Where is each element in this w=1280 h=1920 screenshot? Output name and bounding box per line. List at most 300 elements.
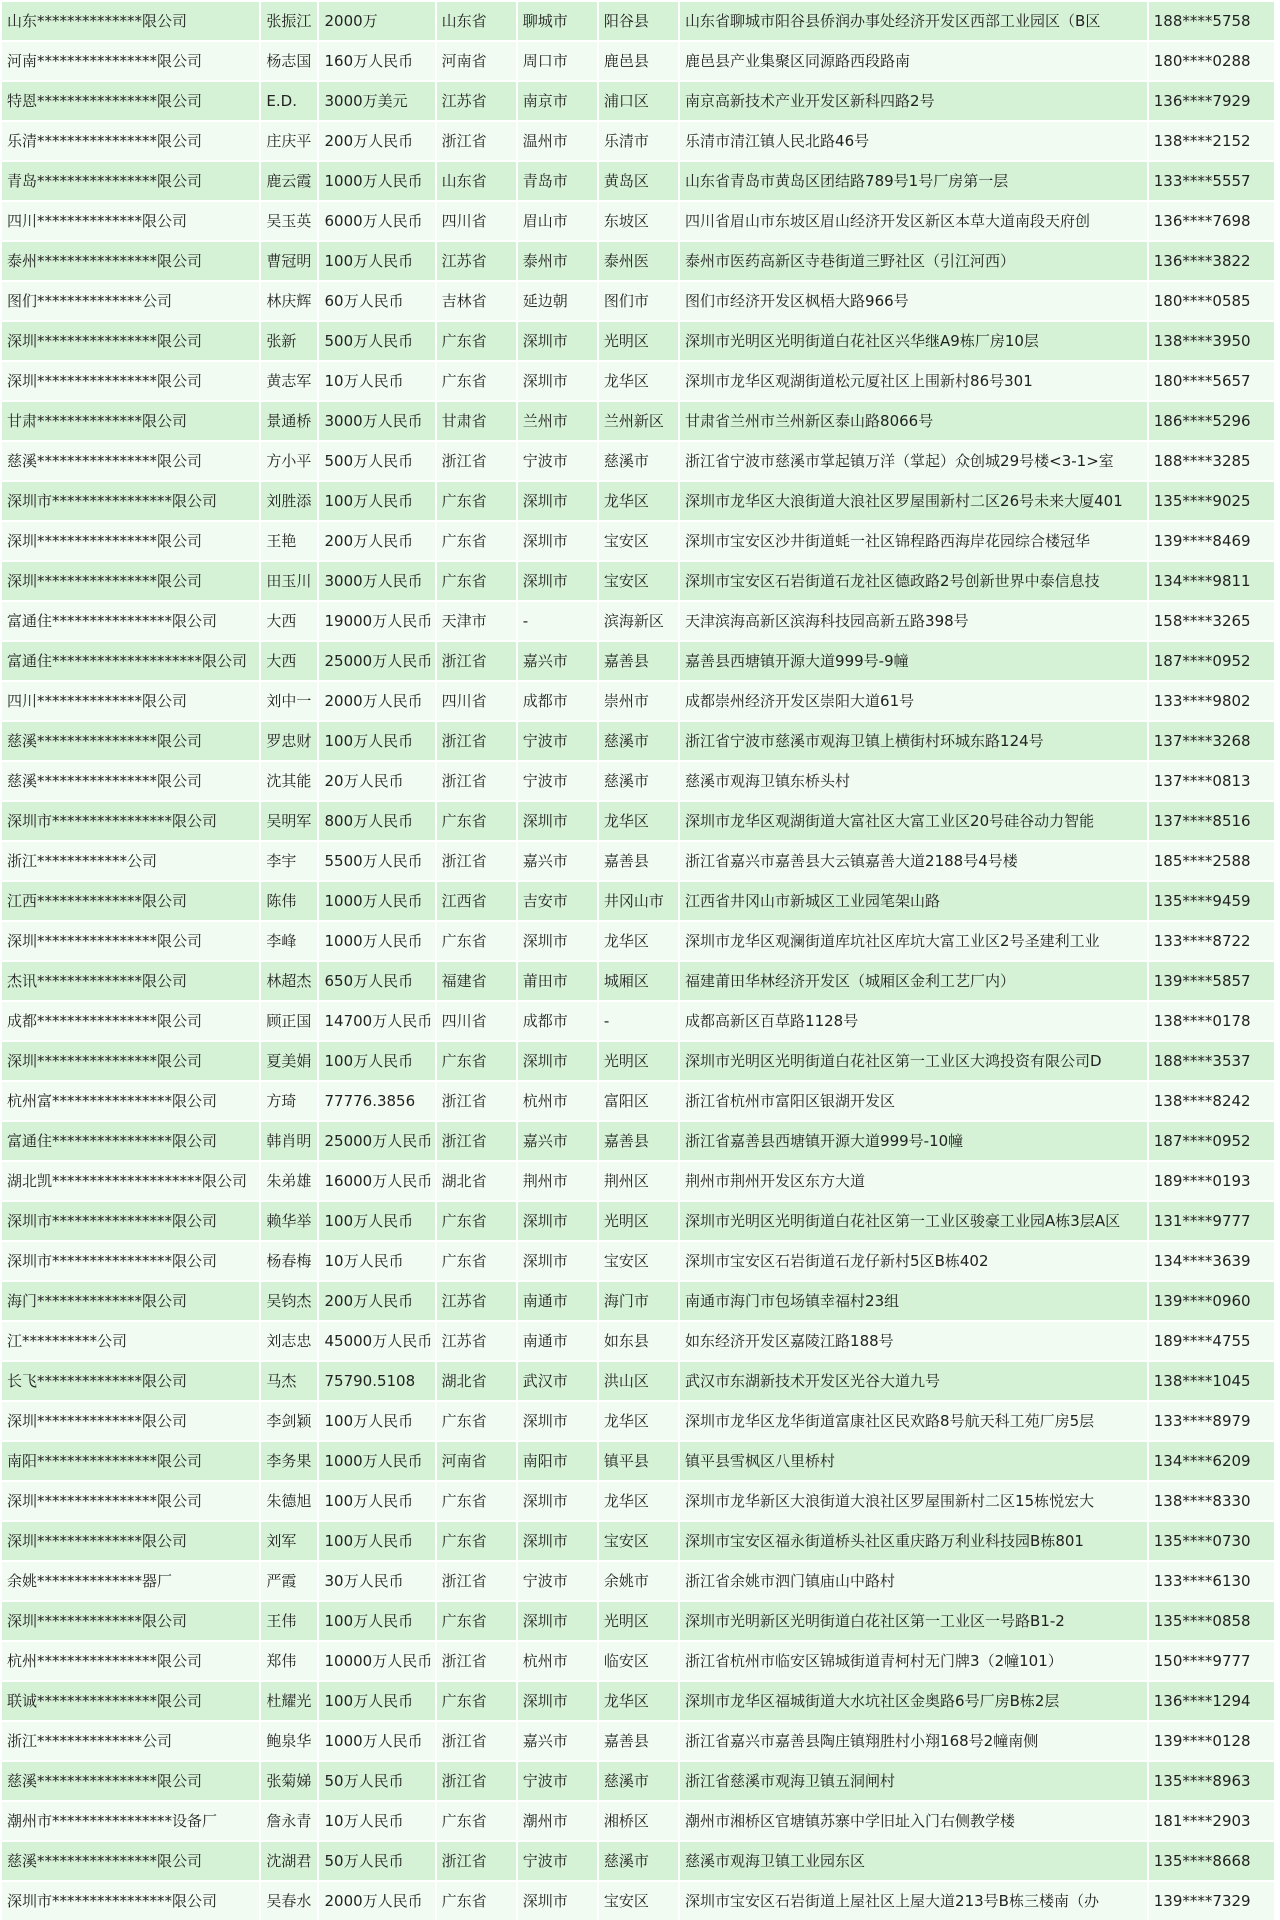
- address-cell: 福建莆田华林经济开发区（城厢区金利工艺厂内）: [680, 962, 1147, 1000]
- registered-capital-cell: 100万人民币: [319, 1402, 434, 1440]
- company-name-cell: 河南****************限公司: [2, 42, 259, 80]
- district-cell: 嘉善县: [599, 842, 678, 880]
- district-cell: 宝安区: [599, 1522, 678, 1560]
- registered-capital-cell: 25000万人民币: [319, 642, 434, 680]
- phone-cell: 180****0585: [1149, 282, 1274, 320]
- province-cell: 江苏省: [437, 1282, 516, 1320]
- address-cell: 镇平县雪枫区八里桥村: [680, 1442, 1147, 1480]
- company-name-cell: 深圳**************限公司: [2, 1602, 259, 1640]
- district-cell: 光明区: [599, 322, 678, 360]
- address-cell: 成都高新区百草路1128号: [680, 1002, 1147, 1040]
- city-cell: 嘉兴市: [518, 642, 597, 680]
- province-cell: 广东省: [437, 562, 516, 600]
- table-row: [2, 42, 1274, 80]
- legal-rep-cell: 田玉川: [261, 562, 317, 600]
- phone-cell: 133****9802: [1149, 682, 1274, 720]
- company-name-cell: 四川**************限公司: [2, 682, 259, 720]
- registered-capital-cell: 50万人民币: [319, 1762, 434, 1800]
- table-row: [2, 1242, 1274, 1280]
- phone-cell: 137****0813: [1149, 762, 1274, 800]
- city-cell: 深圳市: [518, 522, 597, 560]
- legal-rep-cell: 方小平: [261, 442, 317, 480]
- registered-capital-cell: 1000万人民币: [319, 1442, 434, 1480]
- legal-rep-cell: 张振江: [261, 2, 317, 40]
- legal-rep-cell: 刘中一: [261, 682, 317, 720]
- registered-capital-cell: 3000万美元: [319, 82, 434, 120]
- phone-cell: 135****8963: [1149, 1762, 1274, 1800]
- city-cell: 聊城市: [518, 2, 597, 40]
- address-cell: 深圳市宝安区沙井街道蚝一社区锦程路西海岸花园综合楼冠华: [680, 522, 1147, 560]
- table-row: [2, 522, 1274, 560]
- legal-rep-cell: 庄庆平: [261, 122, 317, 160]
- address-cell: 甘肃省兰州市兰州新区泰山路8066号: [680, 402, 1147, 440]
- table-row: [2, 1682, 1274, 1720]
- phone-cell: 139****5857: [1149, 962, 1274, 1000]
- legal-rep-cell: 景通桥: [261, 402, 317, 440]
- legal-rep-cell: 方琦: [261, 1082, 317, 1120]
- company-name-cell: 山东**************限公司: [2, 2, 259, 40]
- company-name-cell: 深圳**************限公司: [2, 1522, 259, 1560]
- address-cell: 深圳市龙华区福城街道大水坑社区金奥路6号厂房B栋2层: [680, 1682, 1147, 1720]
- address-cell: 武汉市东湖新技术开发区光谷大道九号: [680, 1362, 1147, 1400]
- company-name-cell: 浙江************公司: [2, 842, 259, 880]
- city-cell: 杭州市: [518, 1082, 597, 1120]
- city-cell: 深圳市: [518, 1402, 597, 1440]
- province-cell: 山东省: [437, 162, 516, 200]
- city-cell: 兰州市: [518, 402, 597, 440]
- address-cell: 浙江省嘉善县西塘镇开源大道999号-10幢: [680, 1122, 1147, 1160]
- district-cell: 黄岛区: [599, 162, 678, 200]
- registered-capital-cell: 100万人民币: [319, 242, 434, 280]
- address-cell: 嘉善县西塘镇开源大道999号-9幢: [680, 642, 1147, 680]
- company-name-cell: 富通住****************限公司: [2, 602, 259, 640]
- registered-capital-cell: 77776.3856: [319, 1082, 434, 1120]
- city-cell: 深圳市: [518, 1682, 597, 1720]
- city-cell: 延边朝: [518, 282, 597, 320]
- province-cell: 广东省: [437, 1482, 516, 1520]
- phone-cell: 188****3537: [1149, 1042, 1274, 1080]
- province-cell: 湖北省: [437, 1362, 516, 1400]
- address-cell: 如东经济开发区嘉陵江路188号: [680, 1322, 1147, 1360]
- district-cell: 阳谷县: [599, 2, 678, 40]
- phone-cell: 136****7929: [1149, 82, 1274, 120]
- address-cell: 浙江省杭州市富阳区银湖开发区: [680, 1082, 1147, 1120]
- district-cell: 湘桥区: [599, 1802, 678, 1840]
- address-cell: 深圳市光明区光明街道白花社区兴华继A9栋厂房10层: [680, 322, 1147, 360]
- registered-capital-cell: 3000万人民币: [319, 402, 434, 440]
- district-cell: 光明区: [599, 1602, 678, 1640]
- company-name-cell: 杭州富****************限公司: [2, 1082, 259, 1120]
- registered-capital-cell: 1000万人民币: [319, 1722, 434, 1760]
- company-name-cell: 乐清****************限公司: [2, 122, 259, 160]
- company-name-cell: 深圳市****************限公司: [2, 1242, 259, 1280]
- address-cell: 浙江省慈溪市观海卫镇五洞闸村: [680, 1762, 1147, 1800]
- company-name-cell: 深圳市****************限公司: [2, 802, 259, 840]
- table-row: [2, 842, 1274, 880]
- table-row: [2, 1442, 1274, 1480]
- province-cell: 浙江省: [437, 1722, 516, 1760]
- registered-capital-cell: 16000万人民币: [319, 1162, 434, 1200]
- address-cell: 深圳市龙华区大浪街道大浪社区罗屋围新村二区26号未来大厦401: [680, 482, 1147, 520]
- address-cell: 荆州市荆州开发区东方大道: [680, 1162, 1147, 1200]
- city-cell: 成都市: [518, 682, 597, 720]
- province-cell: 江苏省: [437, 82, 516, 120]
- address-cell: 慈溪市观海卫镇工业园东区: [680, 1842, 1147, 1880]
- city-cell: 莆田市: [518, 962, 597, 1000]
- city-cell: 潮州市: [518, 1802, 597, 1840]
- table-row: [2, 562, 1274, 600]
- table-row: [2, 642, 1274, 680]
- registered-capital-cell: 2000万人民币: [319, 1882, 434, 1920]
- company-name-cell: 慈溪****************限公司: [2, 762, 259, 800]
- legal-rep-cell: 严霞: [261, 1562, 317, 1600]
- district-cell: 井冈山市: [599, 882, 678, 920]
- province-cell: 四川省: [437, 1002, 516, 1040]
- district-cell: 龙华区: [599, 1482, 678, 1520]
- district-cell: 镇平县: [599, 1442, 678, 1480]
- company-name-cell: 海门**************限公司: [2, 1282, 259, 1320]
- district-cell: 龙华区: [599, 802, 678, 840]
- city-cell: 武汉市: [518, 1362, 597, 1400]
- province-cell: 湖北省: [437, 1162, 516, 1200]
- phone-cell: 188****5758: [1149, 2, 1274, 40]
- registered-capital-cell: 10万人民币: [319, 1242, 434, 1280]
- province-cell: 浙江省: [437, 442, 516, 480]
- table-row: [2, 602, 1274, 640]
- company-name-cell: 余姚**************器厂: [2, 1562, 259, 1600]
- table-row: [2, 242, 1274, 280]
- phone-cell: 135****0858: [1149, 1602, 1274, 1640]
- legal-rep-cell: 鲍泉华: [261, 1722, 317, 1760]
- phone-cell: 150****9777: [1149, 1642, 1274, 1680]
- legal-rep-cell: 张菊娣: [261, 1762, 317, 1800]
- address-cell: 成都崇州经济开发区崇阳大道61号: [680, 682, 1147, 720]
- legal-rep-cell: 大西: [261, 602, 317, 640]
- address-cell: 浙江省余姚市泗门镇庙山中路村: [680, 1562, 1147, 1600]
- company-name-cell: 深圳**************限公司: [2, 1402, 259, 1440]
- address-cell: 南京高新技术产业开发区新科四路2号: [680, 82, 1147, 120]
- phone-cell: 138****8242: [1149, 1082, 1274, 1120]
- company-name-cell: 特恩****************限公司: [2, 82, 259, 120]
- table-row: [2, 1362, 1274, 1400]
- city-cell: 南阳市: [518, 1442, 597, 1480]
- province-cell: 四川省: [437, 682, 516, 720]
- city-cell: 深圳市: [518, 1242, 597, 1280]
- address-cell: 山东省青岛市黄岛区团结路789号1号厂房第一层: [680, 162, 1147, 200]
- city-cell: 宁波市: [518, 1562, 597, 1600]
- company-name-cell: 南阳****************限公司: [2, 1442, 259, 1480]
- phone-cell: 186****5296: [1149, 402, 1274, 440]
- legal-rep-cell: 王艳: [261, 522, 317, 560]
- registered-capital-cell: 10万人民币: [319, 1802, 434, 1840]
- phone-cell: 139****0128: [1149, 1722, 1274, 1760]
- province-cell: 河南省: [437, 1442, 516, 1480]
- city-cell: 成都市: [518, 1002, 597, 1040]
- table-row: [2, 1082, 1274, 1120]
- address-cell: 山东省聊城市阳谷县侨润办事处经济开发区西部工业园区（B区: [680, 2, 1147, 40]
- table-row: [2, 322, 1274, 360]
- phone-cell: 138****8330: [1149, 1482, 1274, 1520]
- city-cell: 周口市: [518, 42, 597, 80]
- legal-rep-cell: 罗忠财: [261, 722, 317, 760]
- district-cell: 宝安区: [599, 1242, 678, 1280]
- legal-rep-cell: 李峰: [261, 922, 317, 960]
- district-cell: 荆州区: [599, 1162, 678, 1200]
- city-cell: 宁波市: [518, 442, 597, 480]
- phone-cell: 158****3265: [1149, 602, 1274, 640]
- province-cell: 浙江省: [437, 642, 516, 680]
- phone-cell: 139****8469: [1149, 522, 1274, 560]
- phone-cell: 185****2588: [1149, 842, 1274, 880]
- registered-capital-cell: 50万人民币: [319, 1842, 434, 1880]
- table-row: [2, 482, 1274, 520]
- district-cell: 鹿邑县: [599, 42, 678, 80]
- district-cell: 洪山区: [599, 1362, 678, 1400]
- district-cell: 龙华区: [599, 1402, 678, 1440]
- province-cell: 江西省: [437, 882, 516, 920]
- legal-rep-cell: 李宇: [261, 842, 317, 880]
- table-row: [2, 362, 1274, 400]
- legal-rep-cell: 沈湖君: [261, 1842, 317, 1880]
- legal-rep-cell: 王伟: [261, 1602, 317, 1640]
- registered-capital-cell: 100万人民币: [319, 1042, 434, 1080]
- table-row: [2, 1282, 1274, 1320]
- table-row: [2, 802, 1274, 840]
- company-name-cell: 杭州****************限公司: [2, 1642, 259, 1680]
- province-cell: 广东省: [437, 802, 516, 840]
- province-cell: 天津市: [437, 602, 516, 640]
- city-cell: 宁波市: [518, 1762, 597, 1800]
- legal-rep-cell: 黄志军: [261, 362, 317, 400]
- legal-rep-cell: 刘志忠: [261, 1322, 317, 1360]
- district-cell: 宝安区: [599, 1882, 678, 1920]
- legal-rep-cell: 张新: [261, 322, 317, 360]
- province-cell: 广东省: [437, 1042, 516, 1080]
- district-cell: 富阳区: [599, 1082, 678, 1120]
- table-row: [2, 722, 1274, 760]
- company-name-cell: 潮州市****************设备厂: [2, 1802, 259, 1840]
- province-cell: 广东省: [437, 1202, 516, 1240]
- company-name-cell: 深圳****************限公司: [2, 1042, 259, 1080]
- phone-cell: 139****7329: [1149, 1882, 1274, 1920]
- registered-capital-cell: 100万人民币: [319, 1682, 434, 1720]
- province-cell: 吉林省: [437, 282, 516, 320]
- district-cell: 余姚市: [599, 1562, 678, 1600]
- registered-capital-cell: 100万人民币: [319, 722, 434, 760]
- province-cell: 广东省: [437, 922, 516, 960]
- province-cell: 广东省: [437, 1402, 516, 1440]
- address-cell: 浙江省嘉兴市嘉善县陶庄镇翔胜村小翔168号2幢南侧: [680, 1722, 1147, 1760]
- province-cell: 浙江省: [437, 1642, 516, 1680]
- address-cell: 深圳市宝安区福永街道桥头社区重庆路万利业科技园B栋801: [680, 1522, 1147, 1560]
- company-name-cell: 深圳****************限公司: [2, 1482, 259, 1520]
- district-cell: 乐清市: [599, 122, 678, 160]
- city-cell: 深圳市: [518, 1522, 597, 1560]
- province-cell: 浙江省: [437, 762, 516, 800]
- registered-capital-cell: 650万人民币: [319, 962, 434, 1000]
- table-row: [2, 1122, 1274, 1160]
- province-cell: 广东省: [437, 322, 516, 360]
- phone-cell: 180****5657: [1149, 362, 1274, 400]
- province-cell: 广东省: [437, 1802, 516, 1840]
- province-cell: 山东省: [437, 2, 516, 40]
- table-row: [2, 122, 1274, 160]
- table-row: [2, 1522, 1274, 1560]
- district-cell: 宝安区: [599, 522, 678, 560]
- company-name-cell: 江西**************限公司: [2, 882, 259, 920]
- registered-capital-cell: 500万人民币: [319, 442, 434, 480]
- table-row: [2, 1802, 1274, 1840]
- city-cell: 杭州市: [518, 1642, 597, 1680]
- registered-capital-cell: 10万人民币: [319, 362, 434, 400]
- table-row: [2, 1722, 1274, 1760]
- city-cell: 南通市: [518, 1282, 597, 1320]
- legal-rep-cell: 林庆辉: [261, 282, 317, 320]
- registered-capital-cell: 800万人民币: [319, 802, 434, 840]
- province-cell: 浙江省: [437, 1082, 516, 1120]
- address-cell: 深圳市宝安区石岩街道石龙社区德政路2号创新世界中泰信息技: [680, 562, 1147, 600]
- province-cell: 广东省: [437, 1882, 516, 1920]
- table-row: [2, 1202, 1274, 1240]
- province-cell: 广东省: [437, 1522, 516, 1560]
- province-cell: 浙江省: [437, 1122, 516, 1160]
- company-name-cell: 青岛****************限公司: [2, 162, 259, 200]
- phone-cell: 135****8668: [1149, 1842, 1274, 1880]
- phone-cell: 136****7698: [1149, 202, 1274, 240]
- city-cell: 深圳市: [518, 322, 597, 360]
- province-cell: 浙江省: [437, 842, 516, 880]
- registered-capital-cell: 14700万人民币: [319, 1002, 434, 1040]
- phone-cell: 181****2903: [1149, 1802, 1274, 1840]
- province-cell: 广东省: [437, 522, 516, 560]
- district-cell: 光明区: [599, 1042, 678, 1080]
- district-cell: 龙华区: [599, 362, 678, 400]
- legal-rep-cell: 陈伟: [261, 882, 317, 920]
- legal-rep-cell: 刘胜添: [261, 482, 317, 520]
- city-cell: 深圳市: [518, 802, 597, 840]
- phone-cell: 189****4755: [1149, 1322, 1274, 1360]
- table-row: [2, 1842, 1274, 1880]
- address-cell: 浙江省杭州市临安区锦城街道青柯村无门牌3（2幢101）: [680, 1642, 1147, 1680]
- registered-capital-cell: 2000万: [319, 2, 434, 40]
- company-name-cell: 慈溪****************限公司: [2, 442, 259, 480]
- legal-rep-cell: 詹永青: [261, 1802, 317, 1840]
- company-name-cell: 图们**************公司: [2, 282, 259, 320]
- company-name-cell: 富通住****************限公司: [2, 1122, 259, 1160]
- table-row: [2, 1642, 1274, 1680]
- table-row: [2, 282, 1274, 320]
- company-name-cell: 成都****************限公司: [2, 1002, 259, 1040]
- phone-cell: 133****8722: [1149, 922, 1274, 960]
- district-cell: 光明区: [599, 1202, 678, 1240]
- district-cell: 兰州新区: [599, 402, 678, 440]
- phone-cell: 138****1045: [1149, 1362, 1274, 1400]
- phone-cell: 133****6130: [1149, 1562, 1274, 1600]
- legal-rep-cell: 朱弟雄: [261, 1162, 317, 1200]
- registered-capital-cell: 5500万人民币: [319, 842, 434, 880]
- address-cell: 南通市海门市包场镇幸福村23组: [680, 1282, 1147, 1320]
- registered-capital-cell: 160万人民币: [319, 42, 434, 80]
- phone-cell: 138****2152: [1149, 122, 1274, 160]
- legal-rep-cell: 林超杰: [261, 962, 317, 1000]
- district-cell: 龙华区: [599, 1682, 678, 1720]
- legal-rep-cell: 李剑颖: [261, 1402, 317, 1440]
- phone-cell: 134****9811: [1149, 562, 1274, 600]
- table-row: [2, 922, 1274, 960]
- district-cell: 浦口区: [599, 82, 678, 120]
- table-row: [2, 2, 1274, 40]
- city-cell: 深圳市: [518, 922, 597, 960]
- address-cell: 图们市经济开发区枫梧大路966号: [680, 282, 1147, 320]
- registered-capital-cell: 100万人民币: [319, 1522, 434, 1560]
- table-row: [2, 1882, 1274, 1920]
- table-row: [2, 1322, 1274, 1360]
- city-cell: 泰州市: [518, 242, 597, 280]
- table-row: [2, 1402, 1274, 1440]
- legal-rep-cell: 郑伟: [261, 1642, 317, 1680]
- province-cell: 浙江省: [437, 122, 516, 160]
- phone-cell: 138****0178: [1149, 1002, 1274, 1040]
- address-cell: 江西省井冈山市新城区工业园笔架山路: [680, 882, 1147, 920]
- table-row: [2, 1482, 1274, 1520]
- table-row: [2, 882, 1274, 920]
- registered-capital-cell: 1000万人民币: [319, 162, 434, 200]
- district-cell: 图们市: [599, 282, 678, 320]
- district-cell: 龙华区: [599, 922, 678, 960]
- phone-cell: 137****8516: [1149, 802, 1274, 840]
- company-name-cell: 四川**************限公司: [2, 202, 259, 240]
- address-cell: 乐清市清江镇人民北路46号: [680, 122, 1147, 160]
- registered-capital-cell: 200万人民币: [319, 522, 434, 560]
- table-row: [2, 1762, 1274, 1800]
- address-cell: 慈溪市观海卫镇东桥头村: [680, 762, 1147, 800]
- legal-rep-cell: E.D.: [261, 82, 317, 120]
- company-name-cell: 深圳****************限公司: [2, 562, 259, 600]
- city-cell: 嘉兴市: [518, 1722, 597, 1760]
- city-cell: 眉山市: [518, 202, 597, 240]
- city-cell: 南京市: [518, 82, 597, 120]
- registered-capital-cell: 100万人民币: [319, 1482, 434, 1520]
- city-cell: 深圳市: [518, 1882, 597, 1920]
- city-cell: 嘉兴市: [518, 842, 597, 880]
- district-cell: 慈溪市: [599, 722, 678, 760]
- legal-rep-cell: 吴钧杰: [261, 1282, 317, 1320]
- phone-cell: 133****8979: [1149, 1402, 1274, 1440]
- registered-capital-cell: 100万人民币: [319, 1202, 434, 1240]
- company-name-cell: 慈溪****************限公司: [2, 1842, 259, 1880]
- registered-capital-cell: 19000万人民币: [319, 602, 434, 640]
- address-cell: 深圳市龙华区观澜街道库坑社区库坑大富工业区2号圣建利工业: [680, 922, 1147, 960]
- legal-rep-cell: 吴春水: [261, 1882, 317, 1920]
- district-cell: 慈溪市: [599, 442, 678, 480]
- city-cell: 南通市: [518, 1322, 597, 1360]
- province-cell: 福建省: [437, 962, 516, 1000]
- legal-rep-cell: 吴明军: [261, 802, 317, 840]
- address-cell: 深圳市宝安区石岩街道上屋社区上屋大道213号B栋三楼南（办: [680, 1882, 1147, 1920]
- company-name-cell: 慈溪****************限公司: [2, 1762, 259, 1800]
- table-row: [2, 682, 1274, 720]
- registered-capital-cell: 100万人民币: [319, 1602, 434, 1640]
- province-cell: 广东省: [437, 362, 516, 400]
- district-cell: 宝安区: [599, 562, 678, 600]
- legal-rep-cell: 夏美娟: [261, 1042, 317, 1080]
- registered-capital-cell: 1000万人民币: [319, 882, 434, 920]
- district-cell: 慈溪市: [599, 762, 678, 800]
- company-name-cell: 慈溪****************限公司: [2, 722, 259, 760]
- company-name-cell: 深圳****************限公司: [2, 322, 259, 360]
- address-cell: 浙江省宁波市慈溪市观海卫镇上横街村环城东路124号: [680, 722, 1147, 760]
- legal-rep-cell: 马杰: [261, 1362, 317, 1400]
